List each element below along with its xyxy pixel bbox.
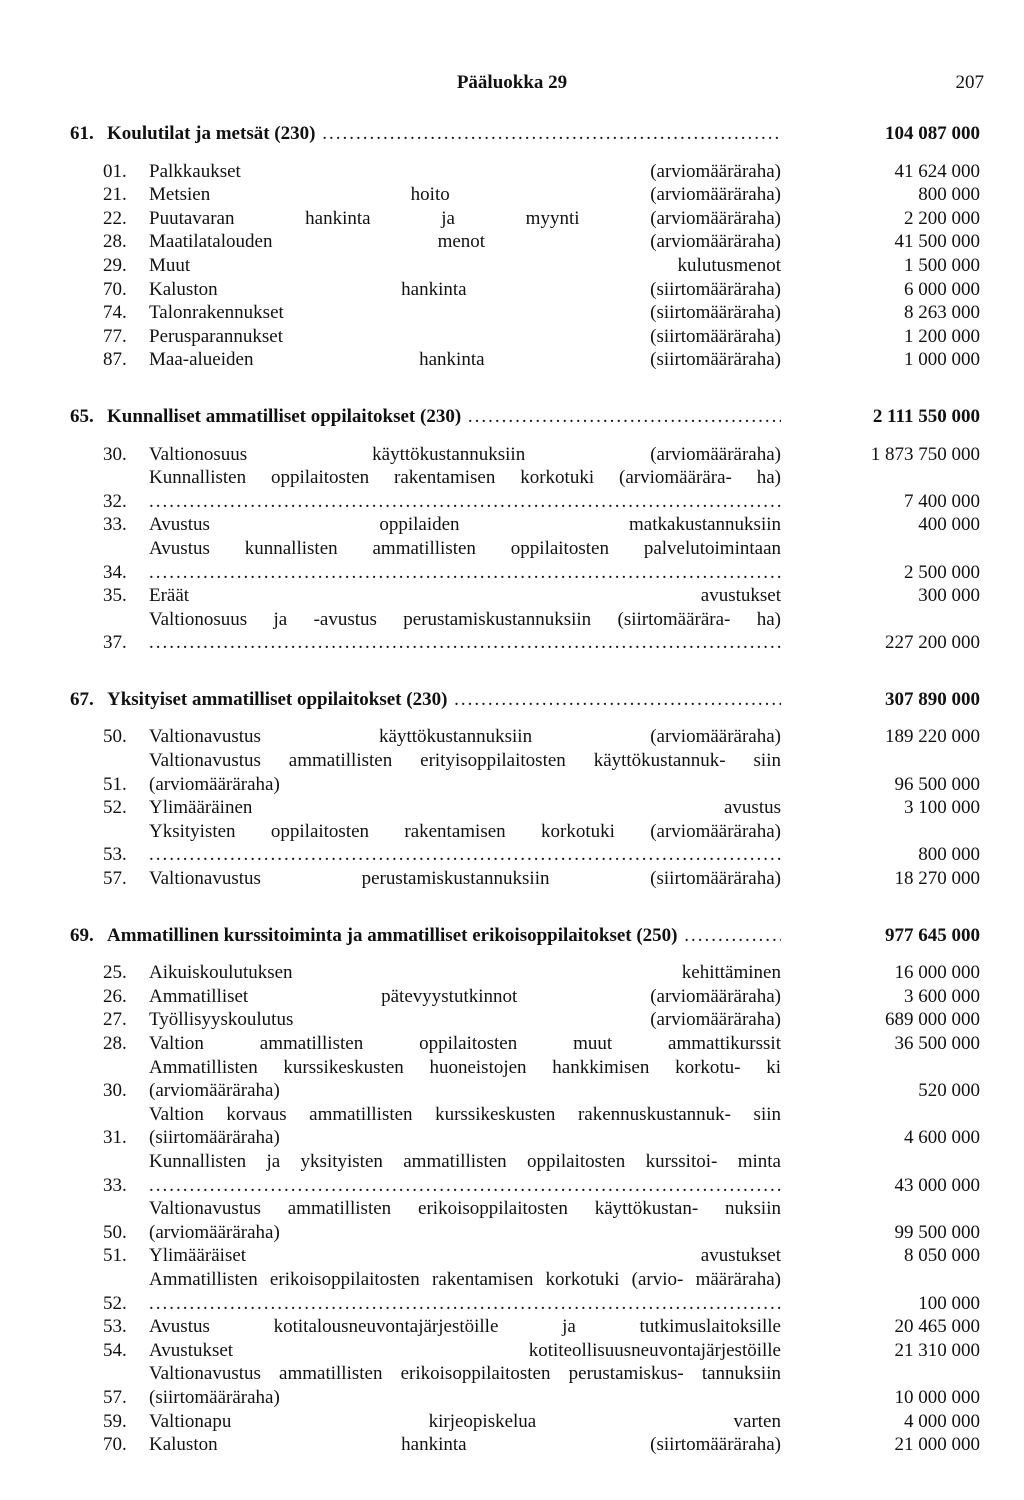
- item-text: Maa-alueiden hankinta (siirtomääräraha) .....: [149, 348, 781, 372]
- item-text: Ylimääräinen avustus .....: [149, 796, 781, 820]
- item-label: [149, 1268, 781, 1315]
- item-text: Työllisyyskoulutus (arviomääräraha) .....: [149, 1008, 781, 1032]
- item-text: Avustus oppilaiden matkakustannuksiin .....: [149, 513, 781, 537]
- item-text: Valtionosuus käyttökustannuksiin (arviomääräraha) .....: [149, 443, 781, 467]
- item-text: Aikuiskoulutuksen kehittäminen .....: [149, 961, 781, 985]
- item-text: Avustukset kotiteollisuusneuvontajärjestöille .....: [149, 1339, 781, 1363]
- item-label: [149, 466, 781, 513]
- item-number: 28.: [103, 1033, 127, 1054]
- page-number: 207: [955, 72, 984, 93]
- section-title: [107, 122, 781, 146]
- item-amount: 1 873 750 000: [870, 443, 980, 465]
- item-text: Puutavaran hankinta ja myynti (arviomääräraha) .....: [149, 207, 781, 231]
- item-number: 51.: [103, 1245, 127, 1267]
- section-number: 67.: [70, 688, 94, 710]
- item-label: [149, 584, 781, 608]
- item-amount: 4 600 000: [904, 1127, 980, 1149]
- section-title-text: Ammatillinen kurssitoiminta ja ammatilliset erikoisoppilaitokset (250) .....: [107, 924, 781, 948]
- item-number: 52.: [103, 1292, 127, 1314]
- section-title-text: Koulutilat ja metsät (230) .....: [107, 122, 781, 146]
- budget-item: [70, 230, 980, 254]
- item-text: Kaluston hankinta (siirtomääräraha) .....: [149, 278, 781, 302]
- section-heading: [70, 924, 980, 948]
- section-title: [107, 405, 781, 429]
- item-amount: 2 200 000: [904, 207, 980, 229]
- item-label: [149, 725, 781, 749]
- item-label: [149, 1244, 781, 1268]
- section-title-text: Yksityiset ammatilliset oppilaitokset (230) .....: [107, 688, 781, 712]
- budget-table: [70, 122, 980, 1490]
- item-text: Ammatillisten erikoisoppilaitosten rakentamisen korkotuki (arvio- määräraha) .....: [149, 1268, 781, 1315]
- item-label: [149, 230, 781, 254]
- item-amount: 99 500 000: [894, 1221, 980, 1243]
- budget-item: [70, 867, 980, 891]
- item-number: 28.: [103, 231, 127, 253]
- item-number: 50.: [103, 726, 127, 748]
- item-text: Valtionavustus ammatillisten erityisoppilaitosten käyttökustannuk- siin (arviomääräraha) .....: [149, 749, 781, 796]
- section-number: 69.: [70, 924, 94, 946]
- item-number: 57.: [103, 868, 127, 890]
- budget-section: [70, 688, 980, 891]
- item-text: Kunnallisten ja yksityisten ammatillisten oppilaitosten kurssitoi- minta .....: [149, 1150, 781, 1197]
- item-amount: 1 000 000: [904, 349, 980, 371]
- item-text: Muut kulutusmenot .....: [149, 254, 781, 278]
- item-label: [149, 796, 781, 820]
- item-label: [149, 749, 781, 796]
- page-header: [0, 72, 1024, 96]
- item-amount: 36 500 000: [894, 1033, 980, 1054]
- item-number: 01.: [103, 160, 127, 182]
- item-amount: 6 000 000: [904, 278, 980, 300]
- item-amount: 400 000: [918, 514, 980, 536]
- budget-item: [70, 1410, 980, 1434]
- item-amount: 96 500 000: [894, 773, 980, 795]
- budget-item: [70, 1433, 980, 1457]
- budget-item: [70, 1032, 980, 1056]
- item-text: Ammatillisten kurssikeskusten huoneistojen hankkimisen korkotu- ki (arviomääräraha) .....: [149, 1056, 781, 1103]
- section-heading: [70, 122, 980, 146]
- item-label: [149, 820, 781, 867]
- item-number: 33.: [103, 1174, 127, 1196]
- budget-section: [70, 924, 980, 1457]
- section-title: [107, 924, 781, 948]
- item-label: [149, 160, 781, 184]
- budget-item: [70, 725, 980, 749]
- item-label: [149, 537, 781, 584]
- budget-item: [70, 796, 980, 820]
- item-number: 31.: [103, 1127, 127, 1149]
- budget-item: [70, 1315, 980, 1339]
- item-text: Valtion korvaus ammatillisten kurssikeskusten rakennuskustannuk- siin (siirtomääräraha) .....: [149, 1103, 781, 1150]
- item-amount: 100 000: [918, 1292, 980, 1314]
- budget-item: [70, 1008, 980, 1032]
- item-label: [149, 1150, 781, 1197]
- budget-item: [70, 513, 980, 537]
- budget-item: [70, 160, 980, 184]
- item-number: 25.: [103, 962, 127, 984]
- item-text: Valtionavustus käyttökustannuksiin (arviomääräraha) .....: [149, 725, 781, 749]
- budget-item: [70, 466, 980, 513]
- section-amount: 307 890 000: [885, 688, 980, 710]
- budget-section: [70, 405, 980, 655]
- item-label: [149, 1103, 781, 1150]
- item-number: 53.: [103, 1316, 127, 1338]
- item-number: 77.: [103, 325, 127, 347]
- item-text: Valtionavustus ammatillisten erikoisoppilaitosten käyttökustan- nuksiin (arviomääräraha) .....: [149, 1197, 781, 1244]
- item-label: [149, 443, 781, 467]
- item-text: Avustus kotitalousneuvontajärjestöille ja tutkimuslaitoksille .....: [149, 1315, 781, 1339]
- budget-item: [70, 254, 980, 278]
- budget-item: [70, 278, 980, 302]
- item-label: [149, 985, 781, 1009]
- budget-item: [70, 348, 980, 372]
- item-label: [149, 608, 781, 655]
- item-label: [149, 513, 781, 537]
- item-label: [149, 325, 781, 349]
- running-title: Pääluokka 29: [456, 72, 568, 93]
- item-text: Perusparannukset (siirtomääräraha) .....: [149, 325, 781, 349]
- budget-item: [70, 1339, 980, 1363]
- item-number: 32.: [103, 490, 127, 512]
- budget-item: [70, 1362, 980, 1409]
- item-label: [149, 1008, 781, 1032]
- item-text: Palkkaukset (arviomääräraha) .....: [149, 160, 781, 184]
- budget-item: [70, 1197, 980, 1244]
- item-amount: 1 500 000: [904, 254, 980, 276]
- item-number: 37.: [103, 632, 127, 654]
- item-label: [149, 348, 781, 372]
- item-amount: 21 000 000: [894, 1434, 980, 1456]
- item-amount: 300 000: [918, 585, 980, 607]
- item-number: 33.: [103, 514, 127, 536]
- item-number: 26.: [103, 985, 127, 1007]
- item-number: 30.: [103, 443, 127, 465]
- item-amount: 3 600 000: [904, 985, 980, 1007]
- item-label: [149, 1410, 781, 1434]
- item-amount: 1 200 000: [904, 325, 980, 347]
- item-label: [149, 961, 781, 985]
- item-number: 87.: [103, 349, 127, 371]
- item-number: 34.: [103, 561, 127, 583]
- budget-item: [70, 608, 980, 655]
- budget-item: [70, 443, 980, 467]
- item-number: 54.: [103, 1339, 127, 1361]
- item-label: [149, 278, 781, 302]
- item-number: 50.: [103, 1221, 127, 1243]
- budget-item: [70, 961, 980, 985]
- section-title: [107, 688, 781, 712]
- item-text: Ammatilliset pätevyystutkinnot (arviomääräraha) .....: [149, 985, 781, 1009]
- item-amount: 227 200 000: [885, 632, 980, 654]
- item-label: [149, 301, 781, 325]
- item-text: Kaluston hankinta (siirtomääräraha) .....: [149, 1433, 781, 1457]
- budget-item: [70, 749, 980, 796]
- item-amount: 800 000: [918, 184, 980, 206]
- section-amount: 104 087 000: [885, 123, 980, 144]
- budget-item: [70, 537, 980, 584]
- budget-section: [70, 122, 980, 372]
- item-label: [149, 1197, 781, 1244]
- item-label: [149, 254, 781, 278]
- item-amount: 689 000 000: [885, 1009, 980, 1031]
- budget-item: [70, 1103, 980, 1150]
- item-amount: 43 000 000: [894, 1174, 980, 1196]
- item-text: Yksityisten oppilaitosten rakentamisen korkotuki (arviomääräraha) .....: [149, 820, 781, 867]
- item-amount: 20 465 000: [894, 1316, 980, 1338]
- item-amount: 41 624 000: [894, 160, 980, 182]
- budget-item: [70, 1056, 980, 1103]
- item-text: Valtionavustus perustamiskustannuksiin (siirtomääräraha) .....: [149, 867, 781, 891]
- item-amount: 800 000: [918, 844, 980, 866]
- item-text: Eräät avustukset .....: [149, 584, 781, 608]
- item-text: Maatilatalouden menot (arviomääräraha) .....: [149, 230, 781, 254]
- item-text: Talonrakennukset (siirtomääräraha) .....: [149, 301, 781, 325]
- item-number: 27.: [103, 1009, 127, 1031]
- item-amount: 10 000 000: [894, 1386, 980, 1408]
- item-text: Ylimääräiset avustukset .....: [149, 1244, 781, 1268]
- budget-item: [70, 584, 980, 608]
- item-label: [149, 1056, 781, 1103]
- item-label: [149, 1032, 781, 1056]
- budget-item: [70, 301, 980, 325]
- item-amount: 16 000 000: [894, 962, 980, 984]
- budget-item: [70, 207, 980, 231]
- item-number: 51.: [103, 773, 127, 795]
- item-label: [149, 1339, 781, 1363]
- item-number: 35.: [103, 585, 127, 607]
- item-text: Kunnallisten oppilaitosten rakentamisen korkotuki (arviomäärära- ha) .....: [149, 466, 781, 513]
- item-number: 59.: [103, 1410, 127, 1432]
- item-label: [149, 207, 781, 231]
- item-amount: 4 000 000: [904, 1410, 980, 1432]
- item-amount: 41 500 000: [894, 231, 980, 253]
- item-text: Valtionavustus ammatillisten erikoisoppilaitosten perustamiskus- tannuksiin (siirtomääräraha) .....: [149, 1362, 781, 1409]
- item-number: 70.: [103, 1434, 127, 1456]
- budget-item: [70, 1150, 980, 1197]
- item-number: 52.: [103, 797, 127, 819]
- item-number: 30.: [103, 1080, 127, 1102]
- item-text: Metsien hoito (arviomääräraha) .....: [149, 183, 781, 207]
- budget-item: [70, 820, 980, 867]
- budget-item: [70, 183, 980, 207]
- budget-item: [70, 325, 980, 349]
- item-amount: 3 100 000: [904, 797, 980, 819]
- item-number: 70.: [103, 278, 127, 300]
- item-label: [149, 1362, 781, 1409]
- item-amount: 18 270 000: [894, 868, 980, 890]
- item-number: 53.: [103, 844, 127, 866]
- item-text: Valtion ammatillisten oppilaitosten muut ammattikurssit .....: [149, 1032, 781, 1056]
- item-text: Avustus kunnallisten ammatillisten oppilaitosten palvelutoimintaan .....: [149, 537, 781, 584]
- item-label: [149, 1315, 781, 1339]
- item-amount: 8 263 000: [904, 302, 980, 324]
- item-amount: 189 220 000: [885, 726, 980, 748]
- budget-item: [70, 1244, 980, 1268]
- section-heading: [70, 405, 980, 429]
- item-amount: 2 500 000: [904, 561, 980, 583]
- item-number: 21.: [103, 184, 127, 206]
- section-amount: 2 111 550 000: [872, 405, 980, 427]
- item-amount: 7 400 000: [904, 490, 980, 512]
- section-heading: [70, 688, 980, 712]
- section-number: 61.: [70, 123, 94, 144]
- budget-item: [70, 1268, 980, 1315]
- item-amount: 520 000: [918, 1080, 980, 1102]
- item-label: [149, 183, 781, 207]
- item-amount: 8 050 000: [904, 1245, 980, 1267]
- item-label: [149, 1433, 781, 1457]
- item-number: 57.: [103, 1386, 127, 1408]
- section-title-text: Kunnalliset ammatilliset oppilaitokset (230) .....: [107, 405, 781, 429]
- item-label: [149, 867, 781, 891]
- item-number: 29.: [103, 254, 127, 276]
- item-number: 74.: [103, 302, 127, 324]
- item-text: Valtionapu kirjeopiskelua varten .....: [149, 1410, 781, 1434]
- section-amount: 977 645 000: [885, 924, 980, 946]
- item-text: Valtionosuus ja -avustus perustamiskustannuksiin (siirtomäärära- ha) .....: [149, 608, 781, 655]
- item-amount: 21 310 000: [894, 1339, 980, 1361]
- section-number: 65.: [70, 405, 94, 427]
- budget-item: [70, 985, 980, 1009]
- item-number: 22.: [103, 207, 127, 229]
